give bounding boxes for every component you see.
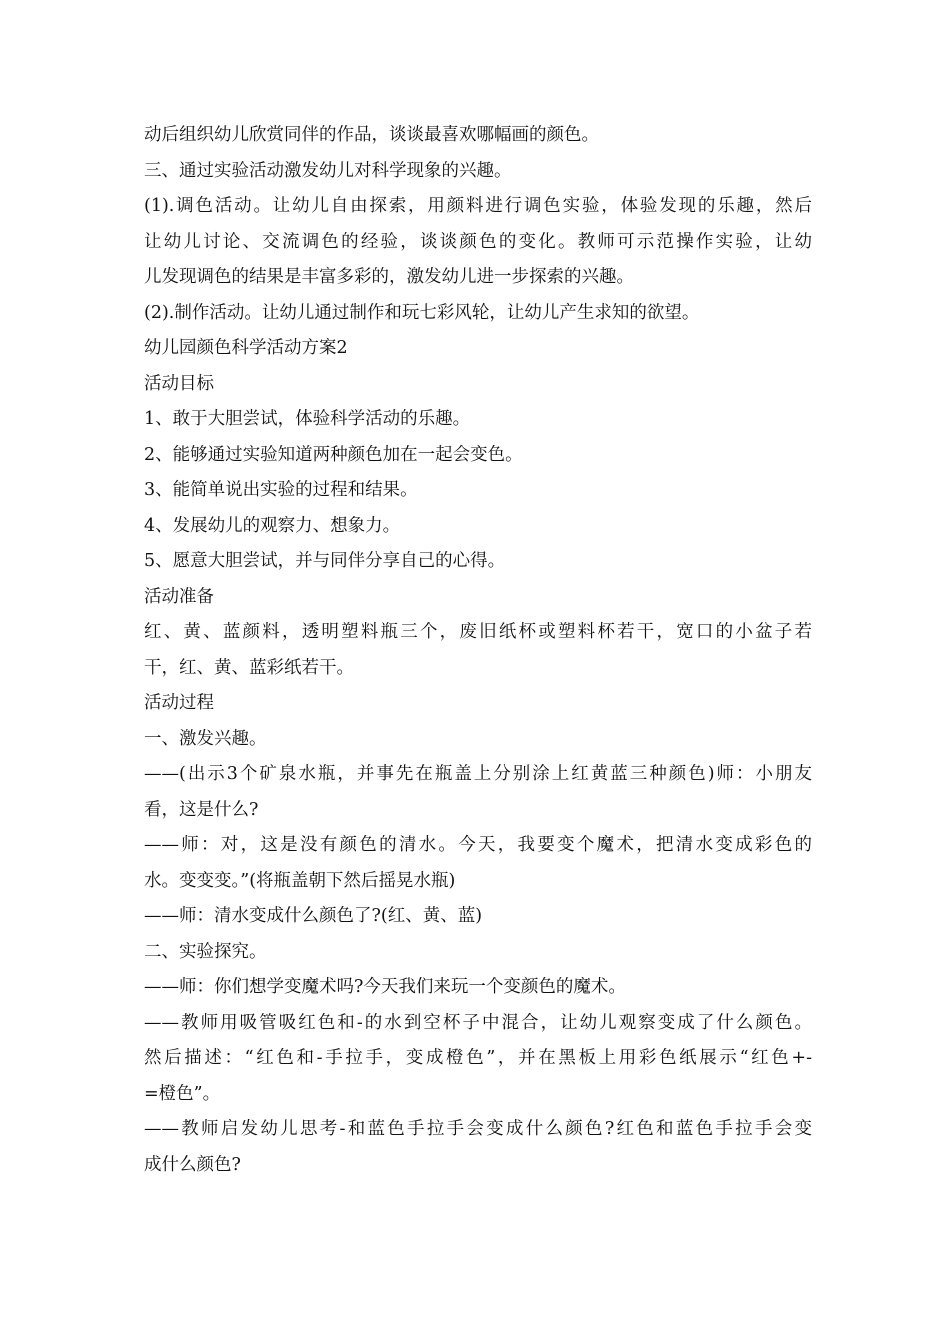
section-heading: 二、实验探究。 [144, 941, 267, 962]
paragraph-line: 水。变变变。”(将瓶盖朝下然后摇晃水瓶) [144, 870, 456, 891]
document-body [144, 118, 812, 1183]
section-heading: 活动准备 [144, 586, 214, 607]
paragraph-line: 让幼儿讨论、交流调色的经验，谈谈颜色的变化。教师可示范操作实验，让幼 [144, 231, 812, 252]
paragraph-line: ——教师启发幼儿思考-和蓝色手拉手会变成什么颜色?红色和蓝色手拉手会变 [144, 1119, 812, 1139]
section-heading: 三、通过实验活动激发幼儿对科学现象的兴趣。 [144, 160, 512, 181]
list-item: 2、能够通过实验知道两种颜色加在一起会变色。 [144, 444, 523, 465]
paragraph-line: ——(出示3个矿泉水瓶，并事先在瓶盖上分别涂上红黄蓝三种颜色)师：小朋友 [144, 764, 812, 784]
paragraph-line: ——教师用吸管吸红色和-的水到空杯子中混合，让幼儿观察变成了什么颜色。 [144, 1012, 812, 1033]
paragraph-line: 然后描述：“红色和-手拉手，变成橙色”，并在黑板上用彩色纸展示“红色+- [144, 1048, 812, 1068]
section-heading: 活动过程 [144, 693, 214, 713]
section-heading: 活动目标 [144, 373, 214, 394]
paragraph-line: ——师：对，这是没有颜色的清水。今天，我要变个魔术，把清水变成彩色的 [144, 835, 812, 855]
list-item: 1、敢于大胆尝试，体验科学活动的乐趣。 [144, 409, 471, 429]
paragraph-line: 看，这是什么? [144, 799, 259, 820]
paragraph-line: 动后组织幼儿欣赏同伴的作品，谈谈最喜欢哪幅画的颜色。 [144, 125, 599, 145]
paragraph-line: (1).调色活动。让幼儿自由探索，用颜料进行调色实验，体验发现的乐趣，然后 [144, 196, 812, 216]
paragraph-line: 成什么颜色? [144, 1154, 241, 1175]
list-item: 5、愿意大胆尝试，并与同伴分享自己的心得。 [144, 551, 506, 571]
paragraph-line: 干，红、黄、蓝彩纸若干。 [144, 657, 354, 678]
section-heading: 一、激发兴趣。 [144, 728, 267, 749]
paragraph-line: =橙色”。 [144, 1083, 221, 1104]
paragraph-line: 红、黄、蓝颜料，透明塑料瓶三个，废旧纸杯或塑料杯若干，宽口的小盆子若 [144, 622, 812, 642]
paragraph-line: 儿发现调色的结果是丰富多彩的，激发幼儿进一步探索的兴趣。 [144, 267, 634, 287]
paragraph-line: ——师：清水变成什么颜色了?(红、黄、蓝) [144, 906, 483, 926]
list-item: 3、能简单说出实验的过程和结果。 [144, 480, 418, 500]
document-title: 幼儿园颜色科学活动方案2 [144, 338, 348, 358]
list-item: 4、发展幼儿的观察力、想象力。 [144, 515, 401, 536]
paragraph-line: (2).制作活动。让幼儿通过制作和玩七彩风轮，让幼儿产生求知的欲望。 [144, 302, 700, 323]
paragraph-line: ——师：你们想学变魔术吗?今天我们来玩一个变颜色的魔术。 [144, 977, 626, 997]
